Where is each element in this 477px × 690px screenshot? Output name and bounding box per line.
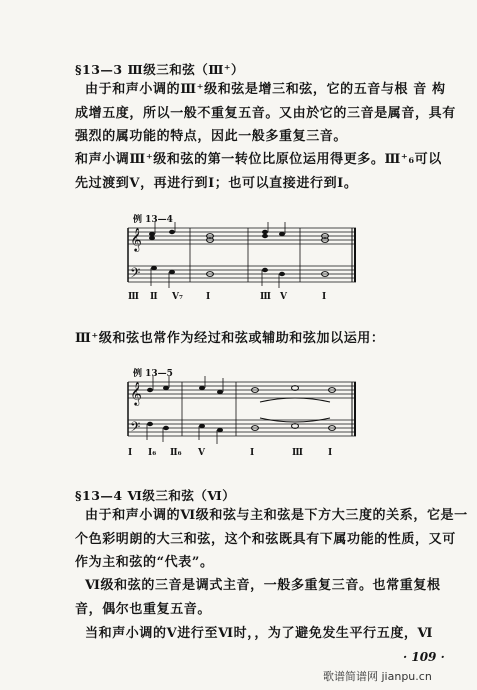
paragraph-2 (75, 148, 442, 195)
page-number: · 109 · (403, 650, 445, 664)
numeral: Ⅰ (250, 448, 255, 458)
music-example-13-4 (120, 222, 360, 294)
numeral: Ⅰ (322, 292, 327, 302)
numeral: Ⅲ (292, 448, 303, 458)
text-line: 由于和声小调的Ⅲ⁺级和弦是增三和弦，它的五音与根 音 构 (85, 82, 446, 97)
numeral: Ⅲ (260, 292, 271, 302)
numeral: Ⅱ (150, 292, 158, 302)
numeral: Ⅴ (280, 292, 287, 302)
text-line: 作为主和弦的“代表”。 (75, 555, 214, 570)
section-heading-13-3: §13—3 Ⅲ级三和弦（Ⅲ⁺） (75, 62, 245, 77)
text-line: 由于和声小调的Ⅵ级和弦与主和弦是下方大三度的关系，它是一 (85, 508, 468, 523)
watermark: 歌谱简谱网 jianpu.cn (323, 670, 432, 683)
text-line: 当和声小调的Ⅴ进行至Ⅵ时，，为了避免发生平行五度，Ⅵ (85, 626, 434, 641)
paragraph-5 (75, 574, 441, 621)
numeral: Ⅲ (128, 292, 139, 302)
text-line: 成增五度，所以一般不重复五音。又由於它的三音是属音，具有 (75, 105, 456, 121)
section-heading-13-4: §13—4 Ⅵ级三和弦（Ⅵ） (75, 488, 236, 503)
numeral: Ⅴ (198, 448, 205, 458)
text-line: Ⅵ级和弦的三音是调式主音，一般多重复三音。也常重复根 (85, 578, 441, 593)
paragraph-4 (75, 504, 468, 575)
music-example-13-5 (120, 376, 360, 450)
svg-text:𝄢: 𝄢 (130, 419, 141, 438)
numeral: Ⅰ (206, 292, 211, 302)
numeral: Ⅴ₇ (172, 292, 183, 302)
numeral: Ⅰ₆ (148, 448, 157, 458)
paragraph-1 (75, 78, 456, 149)
svg-text:𝄢: 𝄢 (130, 265, 141, 284)
paragraph-3 (75, 327, 435, 351)
numeral: Ⅱ₆ (170, 448, 182, 458)
paragraph-6 (75, 622, 435, 646)
text-line: 强烈的属功能的特点，因此一般多重复三音。 (75, 129, 348, 144)
roman-numerals-13-5 (120, 448, 360, 460)
text-line: Ⅲ⁺级和弦也常作为经过和弦或辅助和弦加以运用： (75, 331, 385, 346)
text-line: 先过渡到Ⅴ，再进行到Ⅰ；也可以直接进行到Ⅰ。 (75, 175, 358, 191)
svg-text:𝄞: 𝄞 (130, 381, 142, 405)
roman-numerals-13-4 (120, 292, 360, 304)
example-label: 例 13—5 (133, 369, 173, 379)
text-line: 音，偶尔也重复五音。 (75, 601, 212, 617)
numeral: Ⅰ (128, 448, 133, 458)
svg-text:𝄞: 𝄞 (130, 227, 142, 251)
example-label: 例 13—4 (133, 215, 173, 225)
text-line: 个色彩明朗的大三和弦，这个和弦既具有下属功能的性质，又可 (75, 531, 456, 547)
text-line: 和声小调Ⅲ⁺级和弦的第一转位比原位运用得更多。Ⅲ⁺₆可以 (75, 152, 442, 167)
numeral: Ⅰ (328, 448, 333, 458)
